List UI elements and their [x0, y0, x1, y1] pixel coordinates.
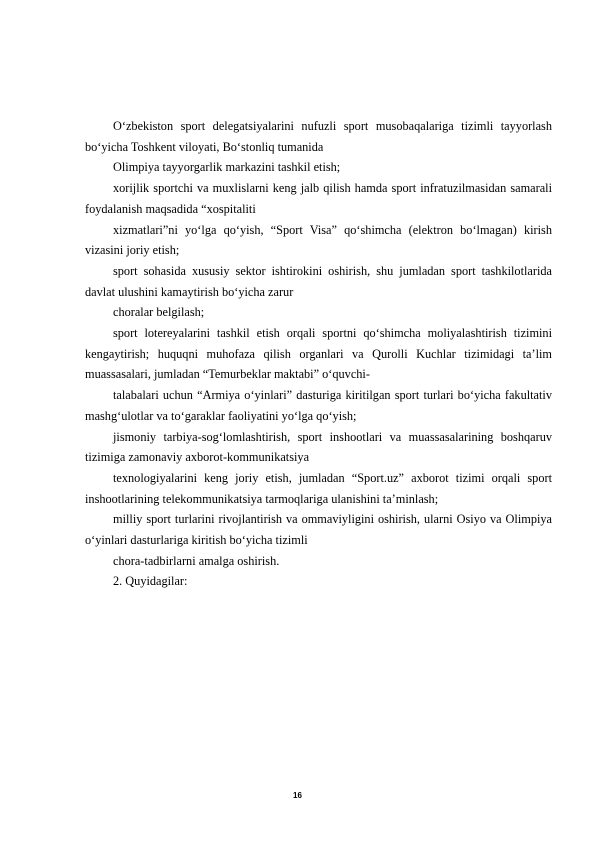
paragraph-7: sport lotereyalarini tashkil etish orqali sportni qo‘shimcha moliyalashtirish tizimini kengaytirish; huquqni muhofaza qilish organlari va Qurolli Kuchlar tizimidagi ta’lim muassasalari, jumladan “Temurbeklar maktabi” o‘quvchi- — [85, 326, 552, 382]
paragraph-1: O‘zbekiston sport delegatsiyalarini nufuzli sport musobaqalariga tizimli tayyorlash bo‘yicha Toshkent viloyati, Bo‘stonliq tumanida — [85, 119, 552, 154]
paragraph-5: sport sohasida xususiy sektor ishtirokini oshirish, shu jumladan sport tashkilotlarida davlat ulushini kamaytirish bo‘yicha zarur — [85, 263, 552, 299]
paragraph-3: xorijlik sportchi va muxlislarni keng jalb qilish hamda sport infratuzilmasidan samarali foydalanish maqsadida “xospitaliti — [85, 181, 552, 216]
paragraph-6: choralar belgilash; — [113, 305, 205, 320]
paragraph-12: chora-tadbirlarni amalga oshirish. — [113, 553, 280, 568]
page-number: 16 — [293, 791, 302, 800]
paragraph-8: talabalari uchun “Armiya o‘yinlari” dasturiga kiritilgan sport turlari bo‘yicha fakultativ mashg‘ulotlar va to‘garaklar faoliyatini yo‘lga qo‘yish; — [85, 388, 552, 423]
paragraph-9: jismoniy tarbiya-sog‘lomlashtirish, sport inshootlari va muassasalarining boshqaruv tizimiga zamonaviy axborot-kommunikatsiya — [85, 429, 552, 465]
paragraph-13: 2. Quyidagilar: — [113, 574, 188, 589]
paragraph-11: milliy sport turlarini rivojlantirish va ommaviyligini oshirish, ularni Osiyo va Olimpiya o‘yinlari dasturlariga kiritish bo‘yicha tizimli — [85, 512, 552, 548]
paragraph-2: Olimpiya tayyorgarlik markazini tashkil etish; — [113, 160, 341, 175]
paragraph-10: texnologiyalarini keng joriy etish, jumladan “Sport.uz” axborot tizimi orqali sport inshootlarining telekommunikatsiya tarmoqlariga ulanishini ta’minlash; — [85, 470, 552, 506]
paragraph-4: xizmatlari”ni yo‘lga qo‘yish, “Sport Visa” qo‘shimcha (elektron bo‘lmagan) kirish vizasini joriy etish; — [85, 222, 552, 258]
document-body — [85, 116, 552, 592]
